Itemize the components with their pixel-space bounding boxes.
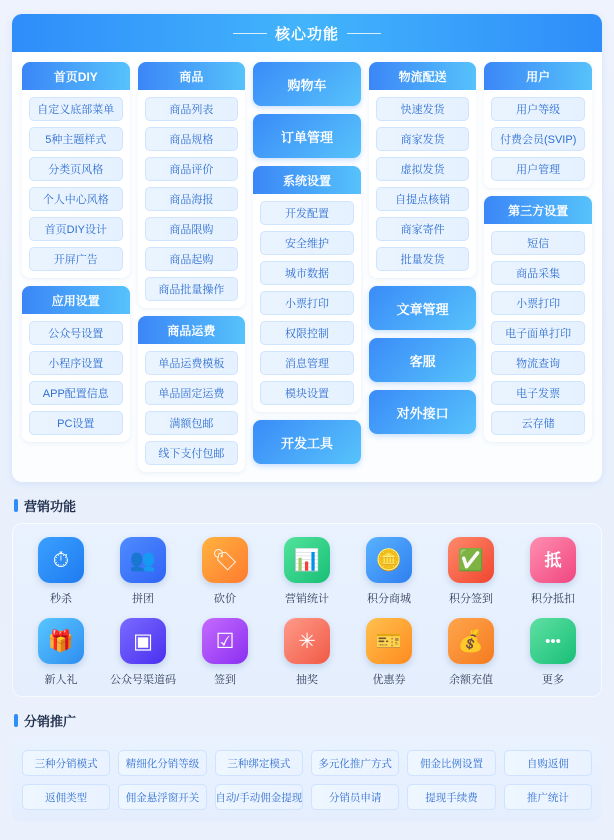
chip-security-maintenance[interactable]: 安全维护: [260, 231, 354, 255]
marketing-label-stats: 营销统计: [285, 593, 329, 605]
marketing-item-more[interactable]: [514, 618, 592, 687]
dist-chip-auto-manual-withdraw[interactable]: 自动/手动佣金提现: [215, 784, 303, 810]
core-column-3: [253, 62, 361, 464]
dist-chip-fine-levels[interactable]: 精细化分销等级: [118, 750, 206, 776]
core-column-2: [138, 62, 246, 472]
dist-chip-withdraw-fee[interactable]: 提现手续费: [407, 784, 495, 810]
header-divider-left: [233, 33, 267, 34]
marketing-item-points-deduct[interactable]: [514, 537, 592, 606]
chip-product-min-purchase[interactable]: 商品起购: [145, 247, 239, 271]
marketing-item-coupon[interactable]: [350, 618, 428, 687]
chip-sms[interactable]: 短信: [491, 231, 585, 255]
group-items-logistics: [369, 90, 477, 271]
chip-receipt-printing[interactable]: 小票打印: [260, 291, 354, 315]
lottery-wheel-icon: ✳: [284, 618, 330, 664]
group-title-product-shipping: 商品运费: [138, 316, 246, 344]
group-homepage-diy: [22, 62, 130, 278]
marketing-label-points-mall: 积分商城: [367, 593, 411, 605]
card-shopping-cart[interactable]: 购物车: [253, 62, 361, 106]
marketing-label-seckill: 秒杀: [50, 593, 72, 605]
chip-city-data[interactable]: 城市数据: [260, 261, 354, 285]
chip-pickup-point-verify[interactable]: 自提点核销: [376, 187, 470, 211]
dist-chip-multi-promotion[interactable]: 多元化推广方式: [311, 750, 399, 776]
card-customer-service[interactable]: 客服: [369, 338, 477, 382]
group-third-party-settings: [484, 196, 592, 442]
group-items-third-party-settings: [484, 224, 592, 435]
section-accent-bar-2: [14, 714, 18, 727]
chip-product-list[interactable]: 商品列表: [145, 97, 239, 121]
chip-virtual-ship[interactable]: 虚拟发货: [376, 157, 470, 181]
qr-code-icon: ▣: [120, 618, 166, 664]
chip-paid-member-svip[interactable]: 付费会员(SVIP): [491, 127, 585, 151]
core-column-1: [22, 62, 130, 442]
marketing-title: 营销功能: [24, 499, 77, 514]
chip-logistics-query[interactable]: 物流查询: [491, 351, 585, 375]
group-title-app-settings: 应用设置: [22, 286, 130, 314]
chip-user-management[interactable]: 用户管理: [491, 157, 585, 181]
money-bag-icon: 💰: [448, 618, 494, 664]
bar-chart-icon: 📊: [284, 537, 330, 583]
marketing-item-stats[interactable]: [268, 537, 346, 606]
core-functions-panel: [12, 14, 602, 482]
marketing-label-newcomer-gift: 新人礼: [44, 674, 78, 686]
marketing-grid: [22, 537, 592, 687]
marketing-item-checkin[interactable]: [186, 618, 264, 687]
coupon-icon: 🎫: [366, 618, 412, 664]
marketing-item-lottery[interactable]: [268, 618, 346, 687]
chip-homepage-diy-design[interactable]: 首页DIY设计: [29, 217, 123, 241]
chip-miniprogram-settings[interactable]: 小程序设置: [29, 351, 123, 375]
chip-single-shipping-template[interactable]: 单品运费模板: [145, 351, 239, 375]
group-title-system-settings: 系统设置: [253, 166, 361, 194]
marketing-item-points-checkin[interactable]: [432, 537, 510, 606]
core-columns: [12, 52, 602, 472]
marketing-label-points-deduct: 积分抵扣: [531, 593, 575, 605]
group-logistics: [369, 62, 477, 278]
group-title-logistics: 物流配送: [369, 62, 477, 90]
dist-chip-rebate-type[interactable]: 返佣类型: [22, 784, 110, 810]
dist-chip-three-modes[interactable]: 三种分销模式: [22, 750, 110, 776]
header-divider-right: [347, 33, 381, 34]
chip-offline-pay-free-shipping[interactable]: 线下支付包邮: [145, 441, 239, 465]
chip-product-purchase-limit[interactable]: 商品限购: [145, 217, 239, 241]
marketing-label-bargain: 砍价: [214, 593, 236, 605]
dist-chip-promotion-stats[interactable]: 推广统计: [504, 784, 592, 810]
card-order-management[interactable]: 订单管理: [253, 114, 361, 158]
marketing-label-points-checkin: 积分签到: [449, 593, 493, 605]
marketing-label-coupon: 优惠券: [372, 674, 406, 686]
chip-profile-style[interactable]: 个人中心风格: [29, 187, 123, 211]
group-items-homepage-diy: [22, 90, 130, 271]
marketing-item-balance-recharge[interactable]: [432, 618, 510, 687]
chip-product-batch-ops[interactable]: 商品批量操作: [145, 277, 239, 301]
chip-permission-control[interactable]: 权限控制: [260, 321, 354, 345]
chip-eway-bill-printing[interactable]: 电子面单打印: [491, 321, 585, 345]
coins-stack-icon: 🪙: [366, 537, 412, 583]
dist-chip-distributor-apply[interactable]: 分销员申请: [311, 784, 399, 810]
chip-product-poster[interactable]: 商品海报: [145, 187, 239, 211]
card-external-api[interactable]: 对外接口: [369, 390, 477, 434]
group-app-settings: [22, 286, 130, 442]
marketing-label-lottery: 抽奖: [296, 674, 318, 686]
chip-receipt-printer[interactable]: 小票打印: [491, 291, 585, 315]
marketing-section-heading: [14, 496, 602, 515]
price-tag-icon: 🏷: [202, 537, 248, 583]
group-users: [484, 62, 592, 188]
group-title-homepage-diy: 首页DIY: [22, 62, 130, 90]
card-article-management[interactable]: 文章管理: [369, 286, 477, 330]
marketing-label-balance-recharge: 余额充值: [449, 674, 493, 686]
chip-cloud-storage[interactable]: 云存储: [491, 411, 585, 435]
marketing-item-bargain[interactable]: [186, 537, 264, 606]
marketing-label-more: 更多: [542, 674, 564, 686]
chip-quick-ship[interactable]: 快速发货: [376, 97, 470, 121]
chip-dev-config[interactable]: 开发配置: [260, 201, 354, 225]
chip-product-collection[interactable]: 商品采集: [491, 261, 585, 285]
chip-module-settings[interactable]: 模块设置: [260, 381, 354, 405]
gift-box-icon: 🎁: [38, 618, 84, 664]
chip-product-specs[interactable]: 商品规格: [145, 127, 239, 151]
group-items-system-settings: [253, 194, 361, 405]
section-accent-bar: [14, 499, 18, 512]
core-functions-title: 核心功能: [274, 25, 339, 43]
group-items-products: [138, 90, 246, 301]
chip-e-invoice[interactable]: 电子发票: [491, 381, 585, 405]
ellipsis-icon: •••: [530, 618, 576, 664]
chip-pc-settings[interactable]: PC设置: [29, 411, 123, 435]
group-title-users: 用户: [484, 62, 592, 90]
flash-clock-icon: ⏱: [38, 537, 84, 583]
marketing-panel: [12, 523, 602, 697]
distribution-panel: [12, 738, 602, 822]
core-column-4: [369, 62, 477, 434]
marketing-item-seckill[interactable]: [22, 537, 100, 606]
chip-free-shipping-threshold[interactable]: 满额包邮: [145, 411, 239, 435]
marketing-item-newcomer-gift[interactable]: [22, 618, 100, 687]
group-system-settings: [253, 166, 361, 412]
marketing-item-channel-qr[interactable]: [104, 618, 182, 687]
chip-merchant-send-parcel[interactable]: 商家寄件: [376, 217, 470, 241]
dist-chip-three-binding-modes[interactable]: 三种绑定模式: [215, 750, 303, 776]
check-seal-icon: ✅: [448, 537, 494, 583]
group-items-users: [484, 90, 592, 181]
chip-five-themes[interactable]: 5种主题样式: [29, 127, 123, 151]
chip-message-management[interactable]: 消息管理: [260, 351, 354, 375]
chip-category-style[interactable]: 分类页风格: [29, 157, 123, 181]
marketing-label-channel-qr: 公众号渠道码: [110, 674, 176, 686]
chip-custom-bottom-menu[interactable]: 自定义底部菜单: [29, 97, 123, 121]
card-dev-tools[interactable]: 开发工具: [253, 420, 361, 464]
chip-product-reviews[interactable]: 商品评价: [145, 157, 239, 181]
chip-official-account-settings[interactable]: 公众号设置: [29, 321, 123, 345]
group-items-product-shipping: [138, 344, 246, 465]
group-title-products: 商品: [138, 62, 246, 90]
marketing-item-points-mall[interactable]: [350, 537, 428, 606]
chip-single-fixed-shipping[interactable]: 单品固定运费: [145, 381, 239, 405]
dist-chip-floating-window-switch[interactable]: 佣金悬浮窗开关: [118, 784, 206, 810]
group-items-app-settings: [22, 314, 130, 435]
group-products: [138, 62, 246, 308]
core-functions-header: [12, 14, 602, 52]
chip-merchant-ship[interactable]: 商家发货: [376, 127, 470, 151]
calendar-check-icon: ☑: [202, 618, 248, 664]
distribution-section-heading: [14, 711, 602, 730]
group-title-third-party-settings: 第三方设置: [484, 196, 592, 224]
chip-app-config[interactable]: APP配置信息: [29, 381, 123, 405]
dist-chip-commission-ratio[interactable]: 佣金比例设置: [407, 750, 495, 776]
deduct-icon: 抵: [530, 537, 576, 583]
marketing-item-group-buy[interactable]: [104, 537, 182, 606]
group-people-icon: 👥: [120, 537, 166, 583]
chip-user-level[interactable]: 用户等级: [491, 97, 585, 121]
distribution-grid: [22, 750, 592, 810]
marketing-label-checkin: 签到: [214, 674, 236, 686]
chip-batch-ship[interactable]: 批量发货: [376, 247, 470, 271]
chip-splash-ad[interactable]: 开屏广告: [29, 247, 123, 271]
marketing-label-group-buy: 拼团: [132, 593, 154, 605]
core-column-5: [484, 62, 592, 442]
dist-chip-self-purchase-rebate[interactable]: 自购返佣: [504, 750, 592, 776]
distribution-title: 分销推广: [24, 714, 77, 729]
group-product-shipping: [138, 316, 246, 472]
